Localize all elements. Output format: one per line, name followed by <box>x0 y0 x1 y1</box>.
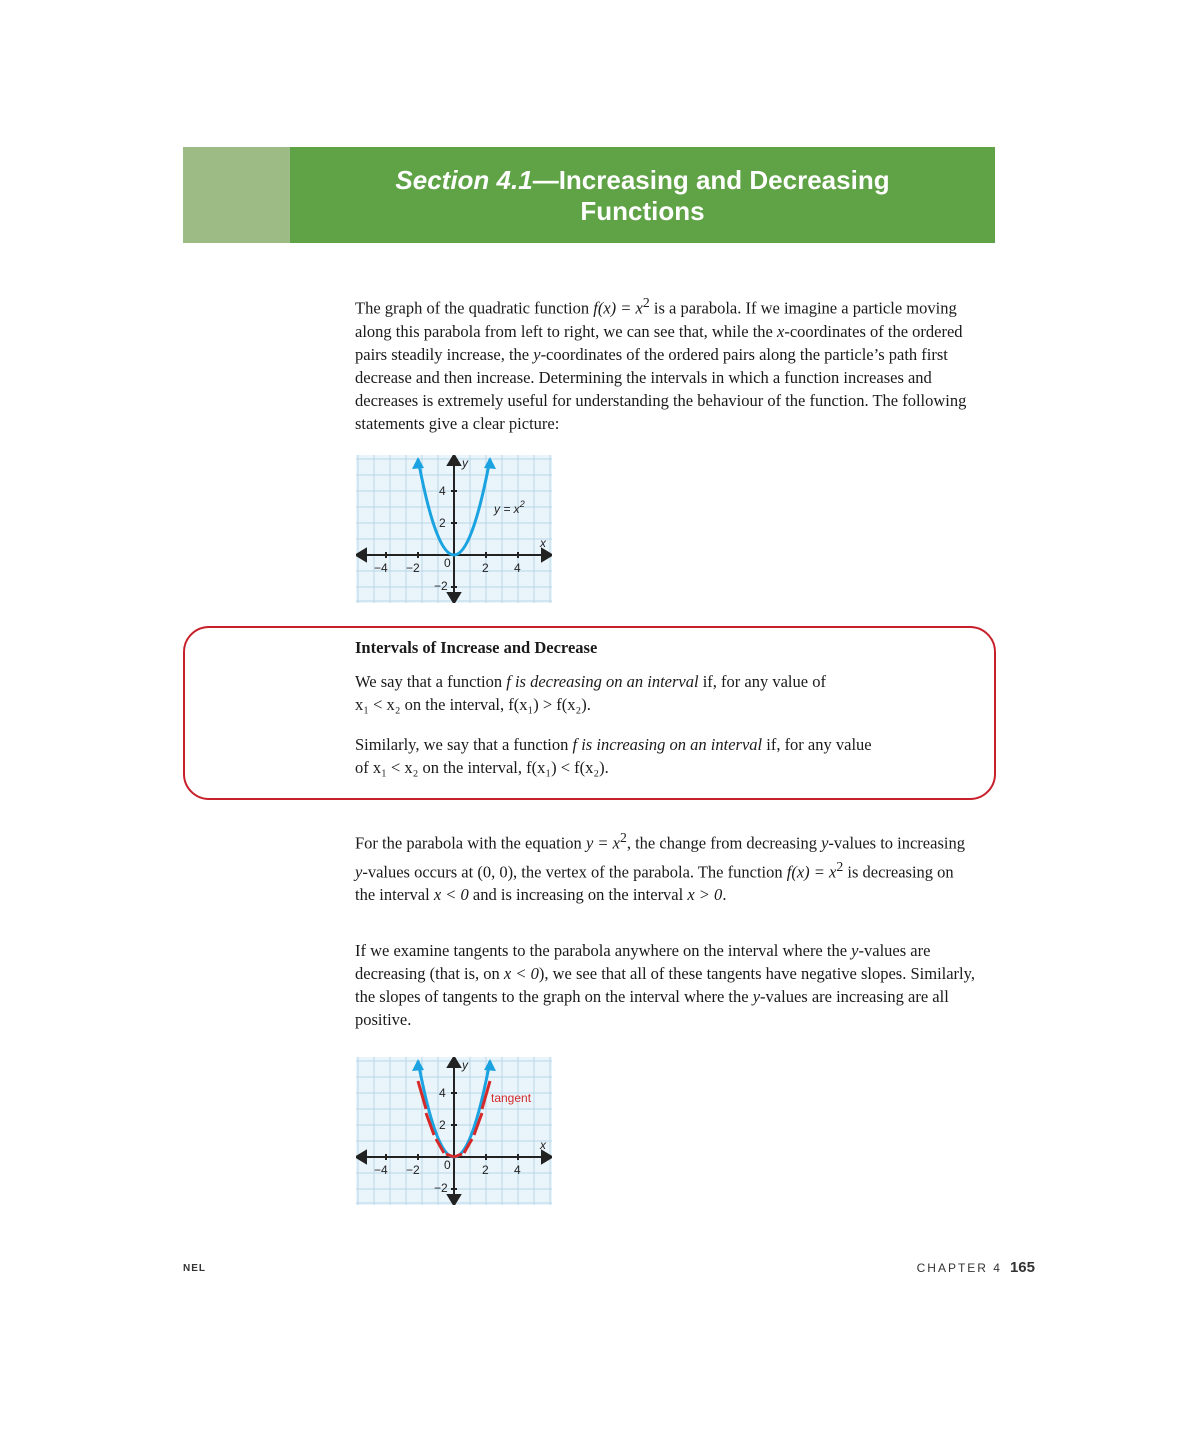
p2-text-e: -values to increasing <box>828 833 965 853</box>
p2-fx-exp: 2 <box>836 858 844 874</box>
y-tick-label: 2 <box>439 516 446 530</box>
y-tick-label: 2 <box>439 1118 446 1132</box>
x-tick-label: 4 <box>514 561 521 575</box>
p3-text-e: ), we see that all of these tangents have negative slopes. Similarly, the slopes of tangents to the graph on the interval where the <box>355 964 975 1006</box>
page-number: 165 <box>1009 1259 1035 1276</box>
p2-text-c: , the change from decreasing <box>626 833 822 853</box>
p3-y2: y <box>752 987 761 1006</box>
x-axis-label: x <box>540 1138 546 1152</box>
tangent-graph <box>356 1057 552 1205</box>
p2-text-m: . <box>722 885 727 904</box>
x-tick-label: −4 <box>374 561 388 575</box>
intro-text-4: -coordinates of the ordered pairs along the particle’s path first decrease and then increase. Determining the intervals in which a function increases and decreases is extremely useful for understanding the behaviour of the function. The following statements give a clear picture: <box>355 344 967 433</box>
x-tick-label: −2 <box>406 561 420 575</box>
x-axis-label: x <box>540 536 546 550</box>
section-label: Section 4.1 <box>395 165 533 195</box>
section-title-rest: —Increasing and Decreasing <box>532 165 890 195</box>
intro-x: x <box>777 321 785 341</box>
origin-label: 0 <box>444 556 451 570</box>
intro-y: y <box>533 344 541 364</box>
p2-text-i: is decreasing on the interval <box>355 862 954 904</box>
y-tick-label: 4 <box>439 1086 446 1100</box>
p2-interval-dec: x < 0 <box>433 885 469 904</box>
intro-fx: f(x) = x <box>593 298 643 318</box>
intro-text-1: The graph of the quadratic function <box>355 298 590 318</box>
parabola-graph <box>356 455 552 603</box>
tangent-label: tangent <box>491 1091 532 1105</box>
origin-label: 0 <box>444 1158 451 1172</box>
y-tick-label: −2 <box>434 1181 448 1195</box>
intro-fx-exp: 2 <box>642 295 650 310</box>
p2-interval-inc: x > 0 <box>687 885 723 904</box>
p2-text-g: -values occurs at (0, 0), the vertex of the parabola. The function <box>362 862 787 881</box>
x-tick-label: −4 <box>374 1163 388 1177</box>
intro-paragraph <box>355 291 995 435</box>
chapter-label: CHAPTER 4 <box>916 1261 1002 1275</box>
p2-y2: y <box>355 862 363 881</box>
inc-text-a: Similarly, we say that a function <box>355 735 573 754</box>
increasing-definition <box>355 733 975 779</box>
y-axis-label: y <box>462 1058 468 1072</box>
p3-text-g: -values are increasing are all positive. <box>355 987 949 1029</box>
definition-title: Intervals of Increase and Decrease <box>355 638 598 657</box>
section-header-band <box>183 147 995 243</box>
section-title-line2: Functions <box>580 196 705 226</box>
dec-text-c: if, for any value of <box>698 672 826 691</box>
p2-text-k: and is increasing on the interval <box>468 885 688 904</box>
p3-text-a: If we examine tangents to the parabola anywhere on the interval where the <box>355 941 852 960</box>
page-footer <box>917 1259 1035 1276</box>
intro-text-3: -coordinates of the ordered pairs steadily increase, the <box>355 321 963 364</box>
x-tick-label: 2 <box>482 1163 489 1177</box>
p3-y: y <box>851 941 859 960</box>
section-header-tab <box>183 147 290 243</box>
p2-equation: y = x <box>585 833 620 853</box>
dec-condition: x₁ < x₂ on the interval, f(x₁) > f(x₂). <box>355 695 591 714</box>
p3-text-c: -values are decreasing (that is, on <box>355 941 931 983</box>
p2-text-a: For the parabola with the equation <box>355 833 586 853</box>
x-tick-label: 2 <box>482 561 489 575</box>
curve-label: $y = x^2$ <box>494 499 525 516</box>
dec-text-a: We say that a function <box>355 672 507 691</box>
inc-condition: of x₁ < x₂ on the interval, f(x₁) < f(x₂). <box>355 758 609 777</box>
intro-text-2: is a parabola. If we imagine a particle moving along this parabola from left to right, we can see that, while the <box>355 298 957 341</box>
publisher-mark: NEL <box>183 1263 206 1274</box>
p2-y: y <box>821 833 829 853</box>
section-title <box>290 165 995 227</box>
inc-term: f is increasing on an interval <box>572 735 763 754</box>
y-tick-label: −2 <box>434 579 448 593</box>
dec-term: f is decreasing on an interval <box>506 672 699 691</box>
p2-equation-exp: 2 <box>619 830 627 845</box>
x-tick-label: −2 <box>406 1163 420 1177</box>
x-tick-label: 4 <box>514 1163 521 1177</box>
inc-text-c: if, for any value <box>762 735 872 754</box>
tangent-paragraph <box>355 939 995 1031</box>
vertex-paragraph <box>355 826 975 906</box>
y-tick-label: 4 <box>439 484 446 498</box>
p3-interval: x < 0 <box>503 964 539 983</box>
decreasing-definition <box>355 670 975 716</box>
p2-fx: f(x) = x <box>786 862 837 881</box>
y-axis-label: y <box>462 456 468 470</box>
